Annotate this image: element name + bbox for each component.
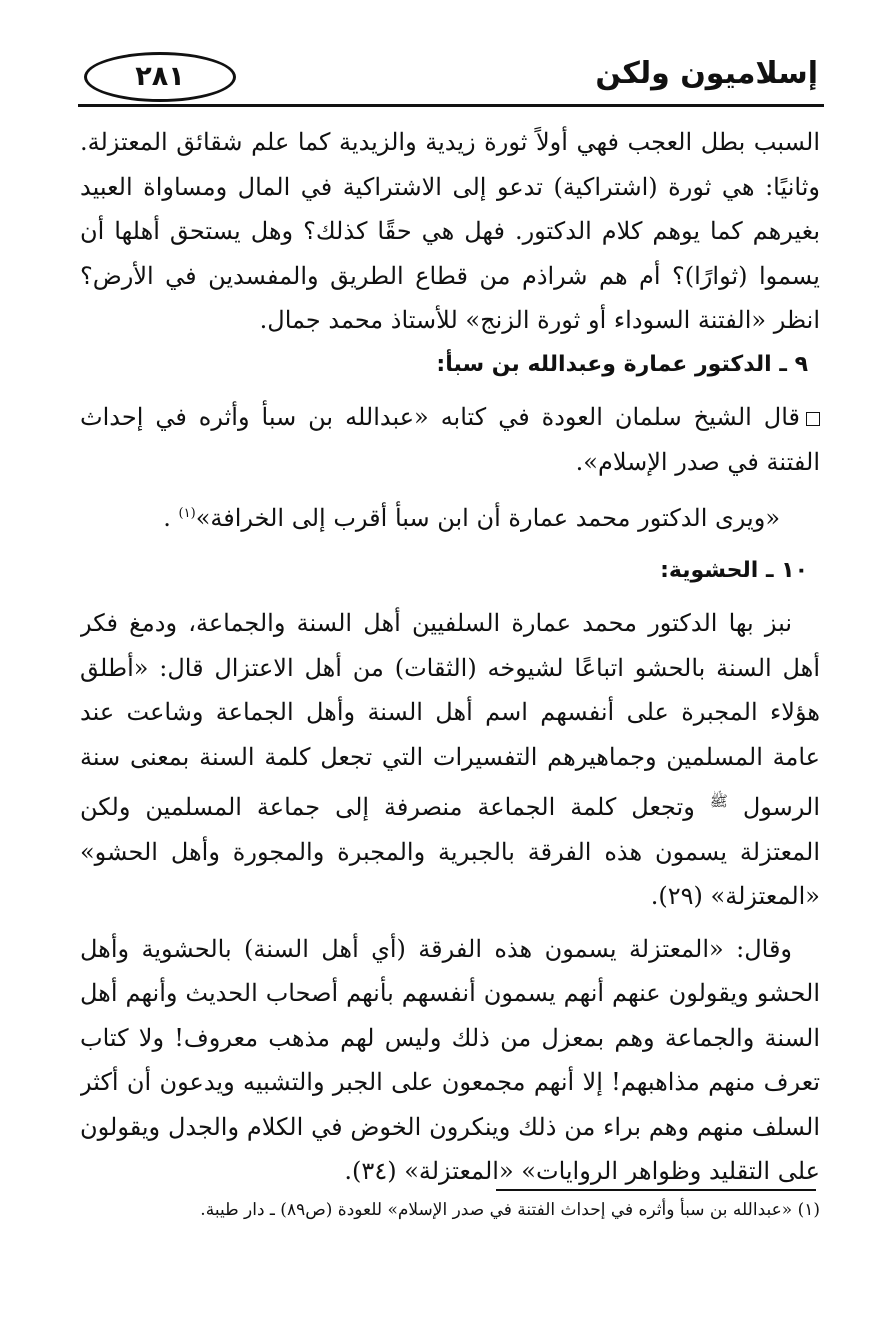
section-heading-10: ١٠ ـ الحشوية:: [660, 557, 808, 583]
quote-end: .: [163, 504, 171, 532]
header-rule: [78, 104, 824, 107]
paragraph-hashwiyya-part2: وتجعل كلمة الجماعة منصرفة إلى جماعة المسلمين ولكن المعتزلة يسمون هذه الفرقة بالجبرية والمجبرة والمجورة وأهل الحشو» «المعتزلة» (٢٩).: [80, 793, 820, 910]
footnote-text: «عبدالله بن سبأ وأثره في إحداث الفتنة في صدر الإسلام» للعودة (ص٨٩) ـ دار طيبة.: [200, 1200, 793, 1220]
box-marker-icon: [806, 412, 820, 426]
footnote-marker: (١): [797, 1200, 820, 1220]
page-body: [80, 120, 820, 1202]
quote-text: «ويرى الدكتور محمد عمارة أن ابن سبأ أقرب إلى الخرافة»: [195, 504, 780, 532]
paragraph-mutazila-quote: وقال: «المعتزلة يسمون هذه الفرقة (أي أهل السنة) بالحشوية وأهل الحشو ويقولون عنهم أنهم يسمون أنفسهم بأنهم أصحاب الحديث وأنهم أهل السنة والجماعة وهم بمعزل من ذلك وليس لهم مذهب معروف! ولا كتاب تعرف منهم مذاهبهم! إلا أنهم مجمعون على الجبر والتشبيه ويدعون أن أكثر السلف منهم وهم براء من ذلك وينكرون الخوض في الكلام والجدل ويقولون على التقليد وظواهر الروايات» «المعتزلة» (٣٤).: [80, 934, 820, 1185]
paragraph-zanj-revolt: السبب بطل العجب فهي أولاً ثورة زيدية والزيدية كما علم شقائق المعتزلة. وثانيًا: هي ثورة (اشتراكية) تدعو إلى الاشتراكية في المال ومساواة العبيد بغيرهم كما يوهم كلام الدكتور. فهل هي حقًا كذلك؟ وهل يستحق أهلها أن يسموا (ثوارًا)؟ أم هم شراذم من قطاع الطريق والمفسدين في الأرض؟ انظر «الفتنة السوداء أو ثورة الزنج» للأستاذ محمد جمال.: [80, 128, 820, 334]
page-number: ٢٨١: [84, 52, 236, 102]
paragraph-imara-khurafa: [80, 492, 820, 541]
footnote: [78, 1196, 820, 1224]
paragraph-hashwiyya: [80, 601, 820, 919]
section-heading-9: ٩ ـ الدكتور عمارة وعبدالله بن سبأ:: [436, 351, 808, 377]
paragraph-odah-quote-text: قال الشيخ سلمان العودة في كتابه «عبدالله بن سبأ وأثره في إحداث الفتنة في صدر الإسلام».: [80, 403, 820, 476]
running-title: إسلاميون ولكن: [595, 56, 818, 91]
paragraph-odah-quote: [80, 395, 820, 484]
footnote-reference: (١): [178, 506, 196, 521]
page-header: [78, 48, 824, 112]
salawat-honorific: ﷺ: [709, 792, 728, 810]
paragraph-hashwiyya-part1: نبز بها الدكتور محمد عمارة السلفيين أهل السنة والجماعة، ودمغ فكر أهل السنة بالحشو اتباعًا لشيوخه (الثقات) من أهل الاعتزال قال: «أطلق هؤلاء المجبرة على أنفسهم اسم أهل السنة وأهل الجماعة وشاعت عند عامة المسلمين وجماهيرهم التفسيرات التي تجعل كلمة السنة بمعنى سنة الرسول: [80, 609, 820, 821]
footnote-rule: [496, 1189, 816, 1191]
